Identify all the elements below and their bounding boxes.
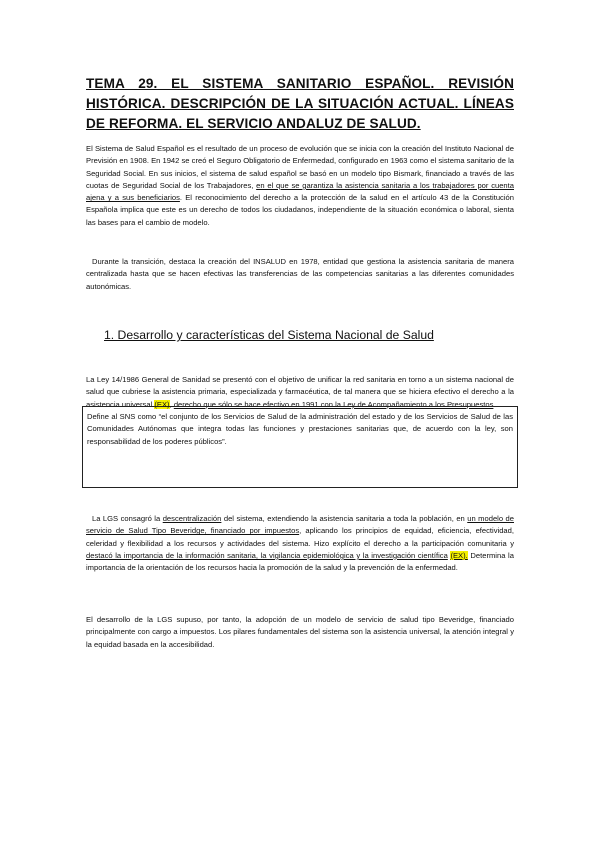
text-run: . El reconocimiento del derecho a la protección de la salud en el artículo 43 de la Constitución Española implica que este es un derecho de todos los ciudadanos, independiente de la situación económica o laboral, sienta las bases para el cambio de modelo. (86, 193, 514, 227)
section-paragraph-3: El desarrollo de la LGS supuso, por tanto, la adopción de un modelo de servicio de salud tipo Beveridge, financiado principalmente con cargo a impuestos. Los pilares fundamentales del sistema son la asistencia universal, la atención integral y la equidad basada en la accesibilidad. (86, 615, 514, 649)
text-run: El Sistema de Salud Español es el resultado de un proceso de evolución que se inicia con la creación del Instituto Nacional de Previsión en 1908. En 1942 se creó el Seguro Obligatorio de Enfermedad, configurado en 1963 como el sistema sanitario de la Seguridad Social. En sus inicios, el sistema de salud español se basó en un modelo tipo Bismark, financiado a través de las cuotas de Seguridad Social de los Trabajadores, (86, 144, 514, 190)
underlined-text: en el que se garantiza la asistencia sanitaria a los trabajadores por cuenta ajena y a sus beneficiarios (86, 180, 514, 203)
text-run: . (493, 399, 496, 409)
highlight-ex: (EX) (154, 399, 170, 409)
underlined-text: destacó la importancia de la información sanitaria, la vigilancia epidemiológica y la investigación científica (86, 550, 448, 560)
text-run: La LGS consagró la (92, 514, 163, 523)
intro-paragraph-1 (86, 143, 514, 229)
definition-box (82, 406, 518, 488)
text-run: Determina la importancia de la orientación de los recursos hacia la promoción de la salud y la prevención de la enfermedad. (86, 550, 514, 573)
text-run: La Ley 14/1986 General de Sanidad se presentó con el objetivo de unificar la red sanitaria en torno a un sistema nacional de salud que cubriese la asistencia primaria, especializada y farmacéutica, de tal manera que se hiciera efectivo el derecho a la asistencia universal (86, 375, 514, 409)
text-run: , (169, 399, 174, 409)
intro-paragraph-2: Durante la transición, destaca la creación del INSALUD en 1978, entidad que gestiona la asistencia sanitaria de manera centralizada hasta que se hacen efectivas las transferencias de las competencias sanitarias a las diferentes comunidades autonómicas. (86, 257, 514, 291)
section-heading: 1. Desarrollo y características del Sistema Nacional de Salud (104, 328, 434, 342)
underlined-text: derecho que sólo se hace efectivo en 1991 con la Ley de Acompañamiento a los Presupuestos (173, 399, 494, 409)
definition-text: Define al SNS como “el conjunto de los Servicios de Salud de la administración del estado y de los Servicios de Salud de las Comunidades Autónomas que integra todas las funciones y prestaciones sanitarias que, de acuerdo con la ley, son responsabilidad de los poderes públicos”. (87, 412, 513, 446)
highlight-ex: (EX). (450, 550, 468, 560)
page-title: TEMA 29. EL SISTEMA SANITARIO ESPAÑOL. REVISIÓN HISTÓRICA. DESCRIPCIÓN DE LA SITUACIÓN ACTUAL. LÍNEAS DE REFORMA. EL SERVICIO ANDALUZ DE SALUD. (86, 76, 514, 131)
underlined-text: un modelo de servicio de Salud Tipo Beveridge, financiado por impuestos (86, 514, 514, 536)
section-paragraph-2 (86, 513, 514, 574)
text-run: , aplicando los principios de equidad, eficiencia, efectividad, celeridad y flexibilidad a los recursos y actividades del sistema. Hizo explícito el derecho a la participación comunitaria y (86, 526, 514, 548)
text-run: del sistema, extendiendo la asistencia sanitaria a toda la población, en (221, 514, 468, 523)
underlined-text: descentralización (162, 514, 222, 523)
